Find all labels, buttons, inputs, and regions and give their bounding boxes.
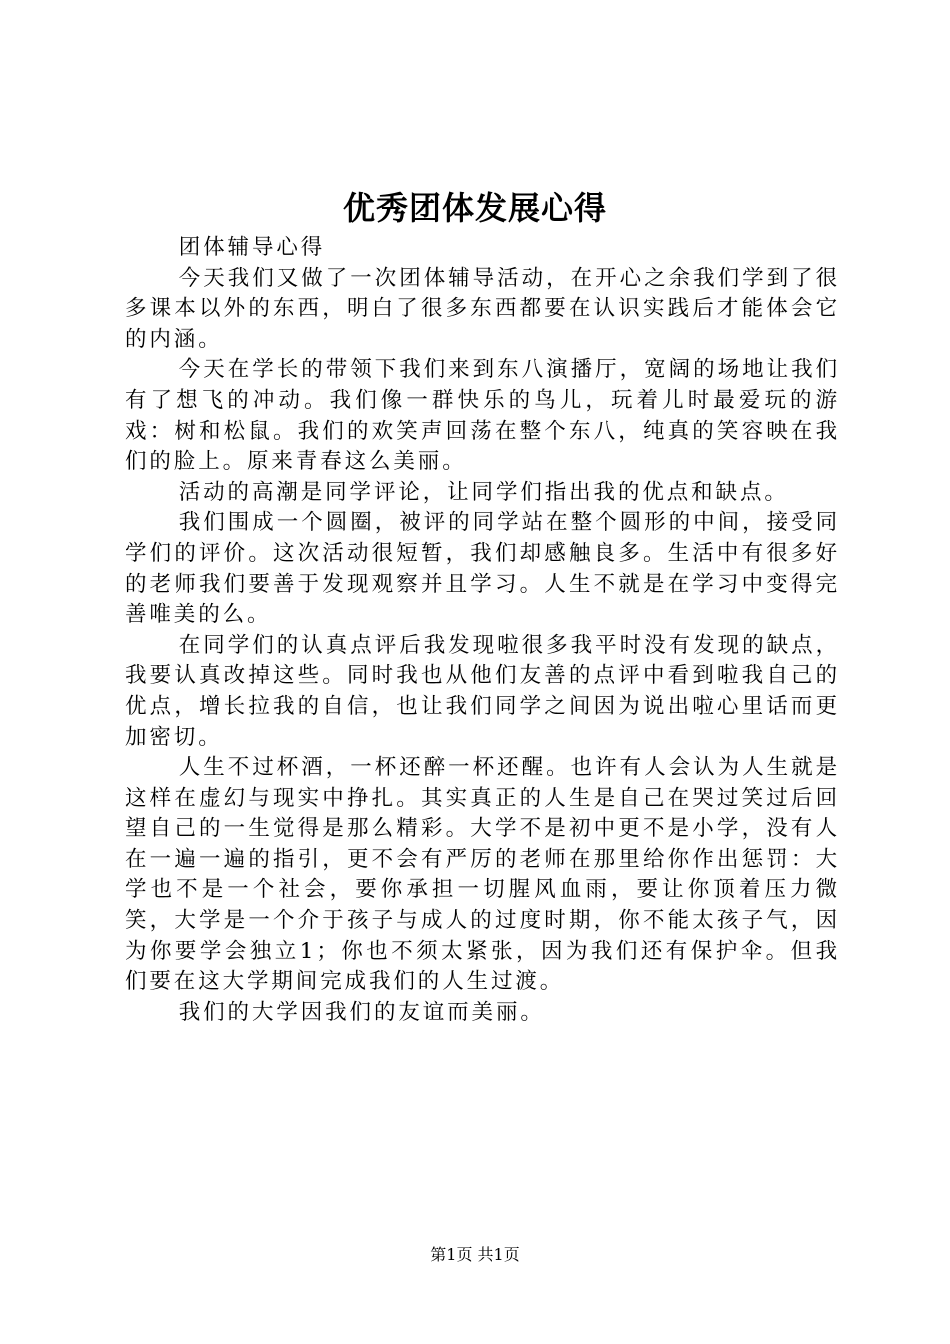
paragraph-subtitle: 团体辅导心得 bbox=[178, 235, 326, 260]
paragraph: 今天我们又做了一次团体辅导活动，在开心之余我们学到了很多课本以外的东西，明白了很多东西都要在认识实践后才能体会它的内涵。 bbox=[125, 265, 840, 352]
page-footer: 第1页 共1页 bbox=[430, 1245, 520, 1264]
paragraph: 在同学们的认真点评后我发现啦很多我平时没有发现的缺点，我要认真改掉这些。同时我也从他们友善的点评中看到啦我自己的优点，增长拉我的自信，也让我们同学之间因为说出啦心里话而更加密切。 bbox=[125, 632, 840, 750]
document-body bbox=[125, 233, 840, 1028]
paragraph: 活动的高潮是同学评论，让同学们指出我的优点和缺点。 bbox=[178, 479, 789, 505]
paragraph: 我们围成一个圆圈，被评的同学站在整个圆形的中间，接受同学们的评价。这次活动很短暂，我们却感触良多。生活中有很多好的老师我们要善于发现观察并且学习。人生不就是在学习中变得完善唯美的么。 bbox=[125, 510, 840, 628]
paragraph: 人生不过杯酒，一杯还醉一杯还醒。也许有人会认为人生就是这样在虚幻与现实中挣扎。其实真正的人生是自己在哭过笑过后回望自己的一生觉得是那么精彩。大学不是初中更不是小学，没有人在一遍一遍的指引，更不会有严厉的老师在那里给你作出惩罚：大学也不是一个社会，要你承担一切腥风血雨，要让你顶着压力微笑，大学是一个介于孩子与成人的过度时期，你不能太孩子气，因为你要学会独立1；你也不须太紧张，因为我们还有保护伞。但我们要在这大学期间完成我们的人生过渡。 bbox=[125, 755, 840, 995]
paragraph: 今天在学长的带领下我们来到东八演播厅，宽阔的场地让我们有了想飞的冲动。我们像一群快乐的鸟儿，玩着儿时最爱玩的游戏：树和松鼠。我们的欢笑声回荡在整个东八，纯真的笑容映在我们的脸上。原来青春这么美丽。 bbox=[125, 357, 840, 475]
document-title: 优秀团体发展心得 bbox=[342, 189, 607, 227]
paragraph: 我们的大学因我们的友谊而美丽。 bbox=[178, 999, 545, 1025]
